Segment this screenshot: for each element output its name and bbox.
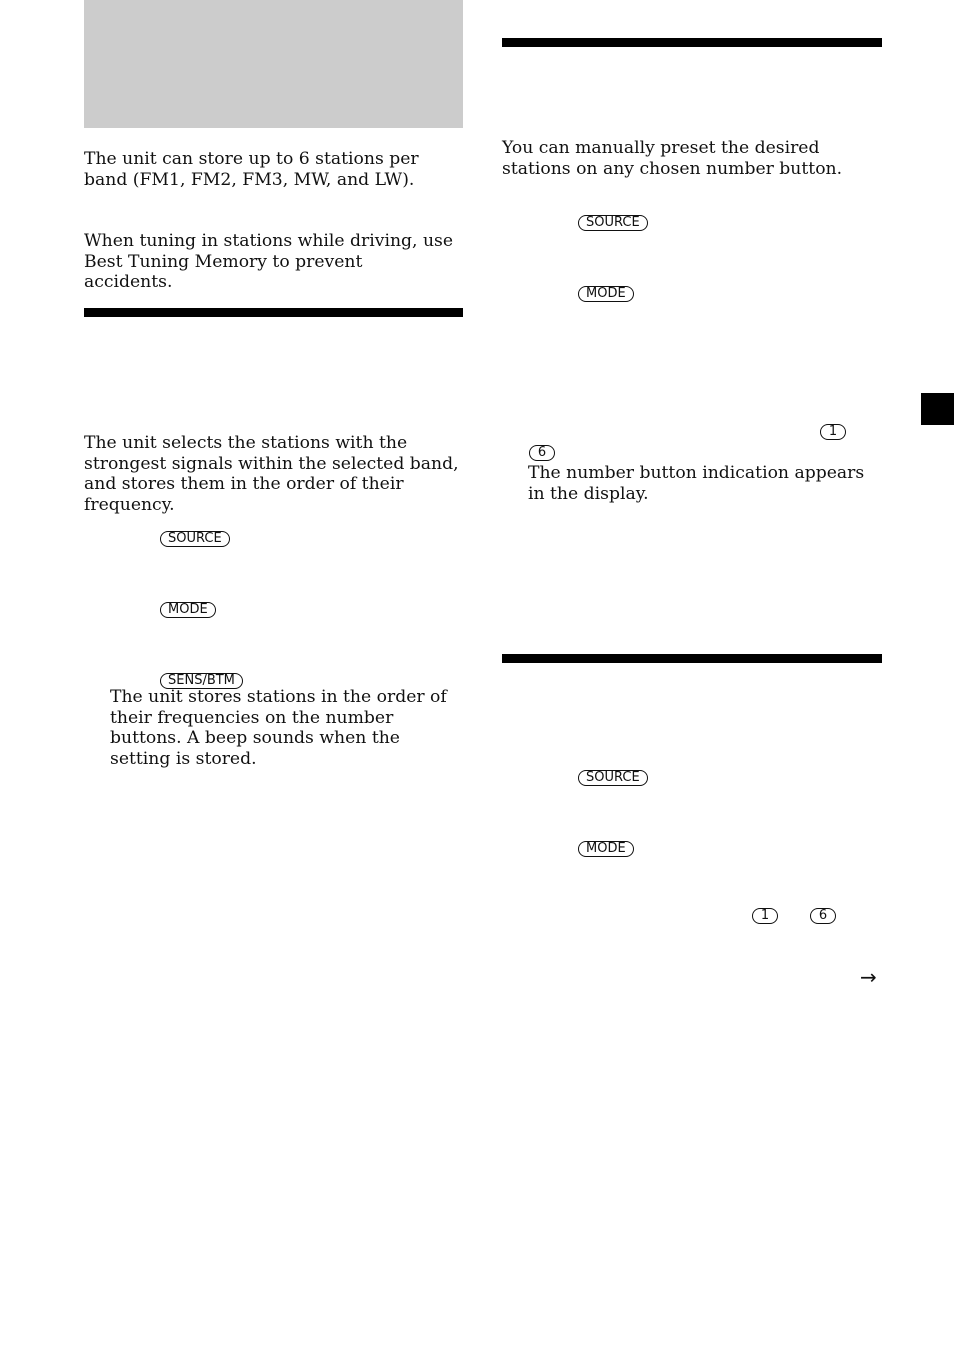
mode-button[interactable]: MODE: [578, 841, 634, 857]
manual-step-1-line: [578, 211, 648, 231]
step-1-line: [160, 527, 230, 547]
step-2-line: [160, 598, 216, 618]
section-header-box: [84, 0, 463, 128]
source-button[interactable]: SOURCE: [160, 531, 230, 547]
btm-result-text: The unit stores stations in the order of their frequencies on the number buttons. A beep sounds when the setting is stored.: [110, 687, 447, 769]
manual-step-2-line: [578, 282, 634, 302]
number-button-6[interactable]: 6: [810, 908, 836, 924]
section-rule-btm: [84, 308, 463, 317]
manual-description: You can manually preset the desired stations on any chosen number button.: [502, 138, 843, 179]
manual-result-text: The number button indication appears in the display.: [528, 463, 865, 504]
step-3-line: [160, 669, 243, 689]
sens-btm-button[interactable]: SENS/BTM: [160, 673, 243, 689]
caution-paragraph: When tuning in stations while driving, use Best Tuning Memory to prevent accidents.: [84, 231, 454, 293]
number-button-1[interactable]: 1: [820, 424, 846, 440]
mode-button[interactable]: MODE: [578, 286, 634, 302]
source-button[interactable]: SOURCE: [578, 215, 648, 231]
recv-step-2-line: [578, 837, 634, 857]
btm-description: The unit selects the stations with the strongest signals within the selected band, and stores them in the order of their frequency.: [84, 433, 459, 515]
page-tab-marker: [921, 393, 954, 425]
number-button-6[interactable]: 6: [529, 445, 555, 461]
section-rule-receiving: [502, 654, 882, 663]
number-button-1[interactable]: 1: [752, 908, 778, 924]
continue-arrow-icon: →: [860, 965, 877, 989]
section-rule-manual: [502, 38, 882, 47]
intro-paragraph: The unit can store up to 6 stations per band (FM1, FM2, FM3, MW, and LW).: [84, 149, 419, 190]
mode-button[interactable]: MODE: [160, 602, 216, 618]
recv-step-1-line: [578, 766, 648, 786]
source-button[interactable]: SOURCE: [578, 770, 648, 786]
